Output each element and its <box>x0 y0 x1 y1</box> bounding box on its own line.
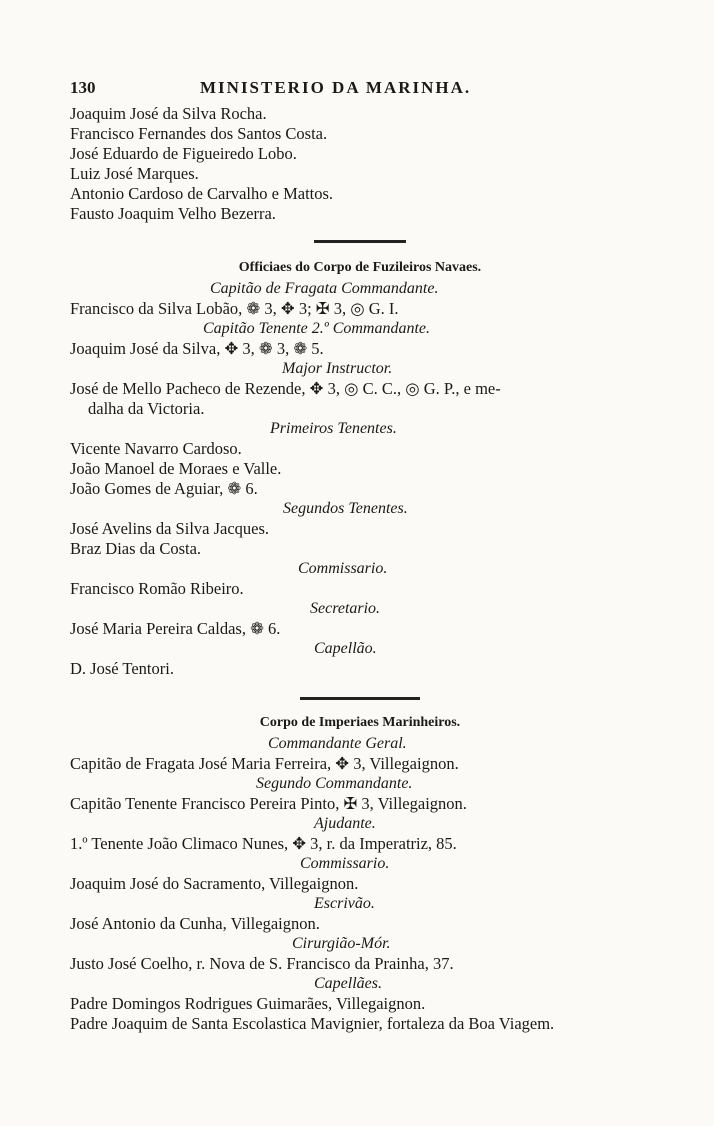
rank-heading: Major Instructor. <box>282 360 393 377</box>
rank-heading: Capitão de Fragata Commandante. <box>210 280 439 297</box>
officer-entry: José de Mello Pacheco de Rezende, ✥ 3, ◎ C. C., ◎ G. P., e me- <box>70 379 501 398</box>
officer-entry: 1.º Tenente João Climaco Nunes, ✥ 3, r. da Imperatriz, 85. <box>70 834 457 853</box>
list-item: Fausto Joaquim Velho Bezerra. <box>70 204 276 223</box>
section-divider <box>300 697 420 700</box>
officer-entry: Francisco da Silva Lobão, ❁ 3, ✥ 3; ✠ 3, ◎ G. I. <box>70 299 399 318</box>
officer-entry: Joaquim José da Silva, ✥ 3, ❁ 3, ❁ 5. <box>70 339 324 358</box>
officer-entry: Capitão de Fragata José Maria Ferreira, ✥ 3, Villegaignon. <box>70 754 459 773</box>
rank-heading: Ajudante. <box>314 815 376 832</box>
officer-entry: Vicente Navarro Cardoso. <box>70 439 242 458</box>
rank-heading: Capellães. <box>314 975 382 992</box>
officer-entry: D. José Tentori. <box>70 659 174 678</box>
rank-heading: Segundos Tenentes. <box>283 500 408 517</box>
list-item: José Eduardo de Figueiredo Lobo. <box>70 144 297 163</box>
officer-entry: José Maria Pereira Caldas, ❁ 6. <box>70 619 281 638</box>
rank-heading: Commissario. <box>300 855 390 872</box>
rank-heading: Commissario. <box>298 560 388 577</box>
officer-entry: João Manoel de Moraes e Valle. <box>70 459 282 478</box>
rank-heading: Capellão. <box>314 640 377 657</box>
officer-entry-continuation: dalha da Victoria. <box>88 399 205 418</box>
page-number: 130 <box>70 78 96 97</box>
officer-entry: Padre Joaquim de Santa Escolastica Mavignier, fortaleza da Boa Viagem. <box>70 1014 555 1033</box>
document-page <box>70 78 650 1034</box>
fuzileiros-section <box>70 279 650 679</box>
rank-heading: Commandante Geral. <box>268 735 407 752</box>
rank-heading: Escrivão. <box>314 895 375 912</box>
officer-entry: Braz Dias da Costa. <box>70 539 202 558</box>
rank-heading: Cirurgião-Mór. <box>292 935 391 952</box>
section-title: Corpo de Imperiaes Marinheiros. <box>259 715 461 730</box>
top-name-list <box>70 104 650 224</box>
section-divider <box>314 240 406 243</box>
officer-entry: José Antonio da Cunha, Villegaignon. <box>70 914 320 933</box>
section-title: Officiaes do Corpo de Fuzileiros Navaes. <box>238 260 482 275</box>
officer-entry: Joaquim José do Sacramento, Villegaignon. <box>70 874 359 893</box>
officer-entry: Francisco Romão Ribeiro. <box>70 579 244 598</box>
officer-entry: José Avelins da Silva Jacques. <box>70 519 270 538</box>
rank-heading: Secretario. <box>310 600 381 617</box>
list-item: Joaquim José da Silva Rocha. <box>70 104 267 123</box>
page-header <box>70 78 650 104</box>
rank-heading: Capitão Tenente 2.º Commandante. <box>203 320 431 337</box>
officer-entry: Padre Domingos Rodrigues Guimarães, Villegaignon. <box>70 994 426 1013</box>
list-item: Luiz José Marques. <box>70 164 199 183</box>
officer-entry: João Gomes de Aguiar, ❁ 6. <box>70 479 258 498</box>
rank-heading: Primeiros Tenentes. <box>270 420 397 437</box>
running-title: MINISTERIO DA MARINHA. <box>200 78 472 97</box>
marinheiros-section <box>70 734 650 1034</box>
list-item: Antonio Cardoso de Carvalho e Mattos. <box>70 184 334 203</box>
rank-heading: Segundo Commandante. <box>256 775 413 792</box>
list-item: Francisco Fernandes dos Santos Costa. <box>70 124 328 143</box>
officer-entry: Capitão Tenente Francisco Pereira Pinto, ✠ 3, Villegaignon. <box>70 794 467 813</box>
officer-entry: Justo José Coelho, r. Nova de S. Francisco da Prainha, 37. <box>70 954 454 973</box>
